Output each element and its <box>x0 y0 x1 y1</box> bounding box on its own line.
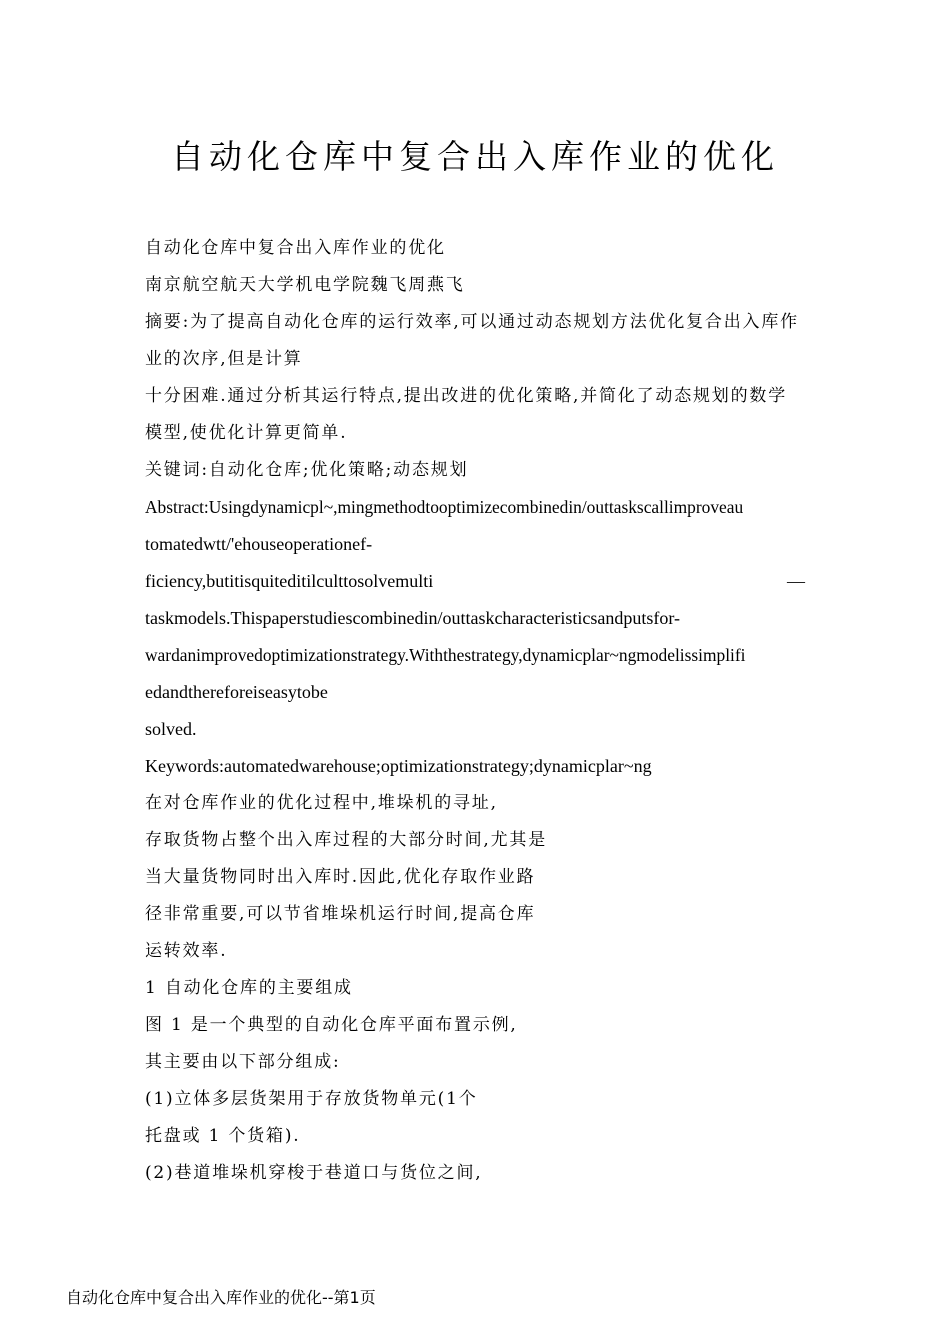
abstract-en-text: ficiency,butitisquiteditilculttosolvemulti <box>145 571 434 591</box>
dash-mark: — <box>787 571 805 591</box>
body-paragraph-line: 在对仓库作业的优化过程中,堆垛机的寻址, <box>145 793 498 813</box>
keywords-en-line: Keywords:automatedwarehouse;optimizationstrategy;dynamicplar~ng <box>145 756 652 776</box>
abstract-zh-line: 摘要:为了提高自动化仓库的运行效率,可以通过动态规划方法优化复合出入库作 <box>145 312 799 332</box>
abstract-en-line: solved. <box>145 719 197 739</box>
body-paragraph-line: 图 1 是一个典型的自动化仓库平面布置示例, <box>145 1015 518 1035</box>
keywords-zh-line: 关键词:自动化仓库;优化策略;动态规划 <box>145 460 469 480</box>
list-item-line: 托盘或 1 个货箱). <box>145 1126 301 1146</box>
body-paragraph-line: 径非常重要,可以节省堆垛机运行时间,提高仓库 <box>145 904 536 924</box>
abstract-zh-line: 业的次序,但是计算 <box>145 349 303 369</box>
abstract-en-line: tomatedwtt/'ehouseoperationef- <box>145 534 373 554</box>
body-paragraph-line: 存取货物占整个出入库过程的大部分时间,尤其是 <box>145 830 548 850</box>
abstract-zh-line: 模型,使优化计算更简单. <box>145 423 348 443</box>
authors-line: 南京航空航天大学机电学院魏飞周燕飞 <box>145 275 465 295</box>
page-title: 自动化仓库中复合出入库作业的优化 <box>171 137 779 176</box>
body-paragraph-line: 其主要由以下部分组成: <box>145 1052 341 1072</box>
abstract-en-line: wardanimprovedoptimizationstrategy.Withthestrategy,dynamicplar~ngmodelissimplifi <box>145 645 746 665</box>
abstract-en-line: taskmodels.Thispaperstudiescombinedin/outtaskcharacteristicsandputsfor- <box>145 608 680 628</box>
section-heading: 1 自动化仓库的主要组成 <box>145 978 353 998</box>
abstract-en-line: edandthereforeiseasytobe <box>145 682 328 702</box>
abstract-en-line: Abstract:Usingdynamicpl~,mingmethodtooptimizecombinedin/outtaskscallimproveau <box>145 497 744 517</box>
document-body <box>145 230 807 1192</box>
abstract-en-line <box>145 563 807 600</box>
body-paragraph-line: 运转效率. <box>145 941 228 961</box>
body-paragraph-line: 当大量货物同时出入库时.因此,优化存取作业路 <box>145 867 536 887</box>
page-footer: 自动化仓库中复合出入库作业的优化--第1页 <box>66 1288 376 1307</box>
subtitle-line: 自动化仓库中复合出入库作业的优化 <box>145 238 446 258</box>
list-item-line: (2)巷道堆垛机穿梭于巷道口与货位之间, <box>145 1163 483 1183</box>
list-item-line: (1)立体多层货架用于存放货物单元(1个 <box>145 1089 478 1109</box>
abstract-zh-line: 十分困难.通过分析其运行特点,提出改进的优化策略,并简化了动态规划的数学 <box>145 386 788 406</box>
